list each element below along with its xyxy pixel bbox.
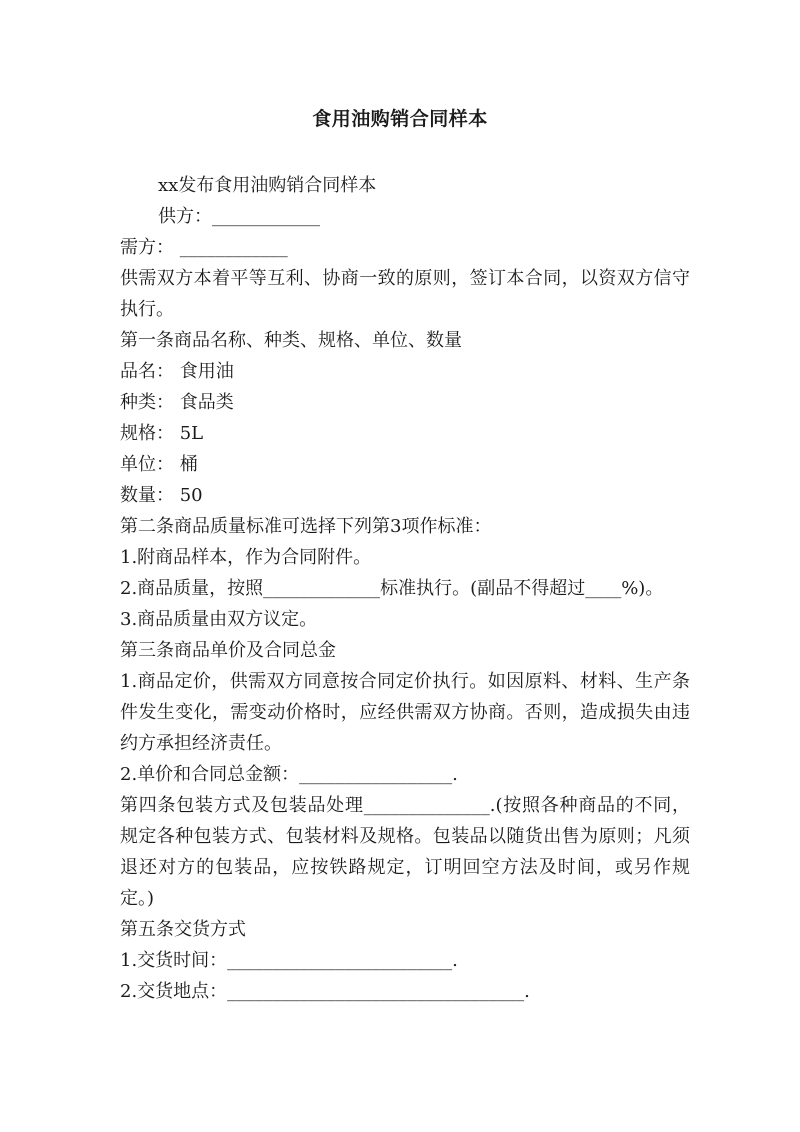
product-quantity-line: 数量： 50 <box>120 485 203 506</box>
quality-item-3: 3.商品质量由双方议定。 <box>120 609 318 630</box>
product-name-line: 品名： 食用油 <box>120 361 234 382</box>
total-amount-line: 2.单价和合同总金额：_________________. <box>120 764 458 785</box>
supplier-line: 供方：____________ <box>158 206 320 227</box>
article-5-heading: 第五条交货方式 <box>120 919 246 940</box>
article-2-heading: 第二条商品质量标准可选择下列第3项作标准： <box>120 516 492 537</box>
quality-item-1: 1.附商品样本，作为合同附件。 <box>120 547 372 568</box>
document-body <box>120 170 690 1007</box>
product-unit-line: 单位： 桶 <box>120 454 198 475</box>
document-title: 食用油购销合同样本 <box>312 108 488 130</box>
delivery-place-line: 2.交货地点：_________________________________. <box>120 981 530 1002</box>
article-1-heading: 第一条商品名称、种类、规格、单位、数量 <box>120 330 462 351</box>
principle-paragraph: 供需双方本着平等互利、协商一致的原则，签订本合同，以资双方信守执行。 <box>120 268 690 320</box>
delivery-time-line: 1.交货时间：_________________________. <box>120 950 458 971</box>
pricing-paragraph: 1.商品定价，供需双方同意按合同定价执行。如因原料、材料、生产条件发生变化，需变动价格时，应经供需双方协商。否则，造成损失由违约方承担经济责任。 <box>120 671 690 754</box>
product-category-line: 种类： 食品类 <box>120 392 234 413</box>
article-3-heading: 第三条商品单价及合同总金 <box>120 640 336 661</box>
packaging-paragraph: 第四条包装方式及包装品处理______________.(按照各种商品的不同，规定各种包装方式、包装材料及规格。包装品以随货出售为原则；凡须退还对方的包装品，应按铁路规定，订明回空方法及时间，或另作规定。) <box>120 795 690 909</box>
buyer-line: 需方： ____________ <box>120 237 288 258</box>
product-spec-line: 规格： 5L <box>120 423 204 444</box>
intro-line: xx发布食用油购销合同样本 <box>158 175 377 196</box>
quality-item-2: 2.商品质量，按照_____________标准执行。(副品不得超过____%)。 <box>120 578 664 599</box>
